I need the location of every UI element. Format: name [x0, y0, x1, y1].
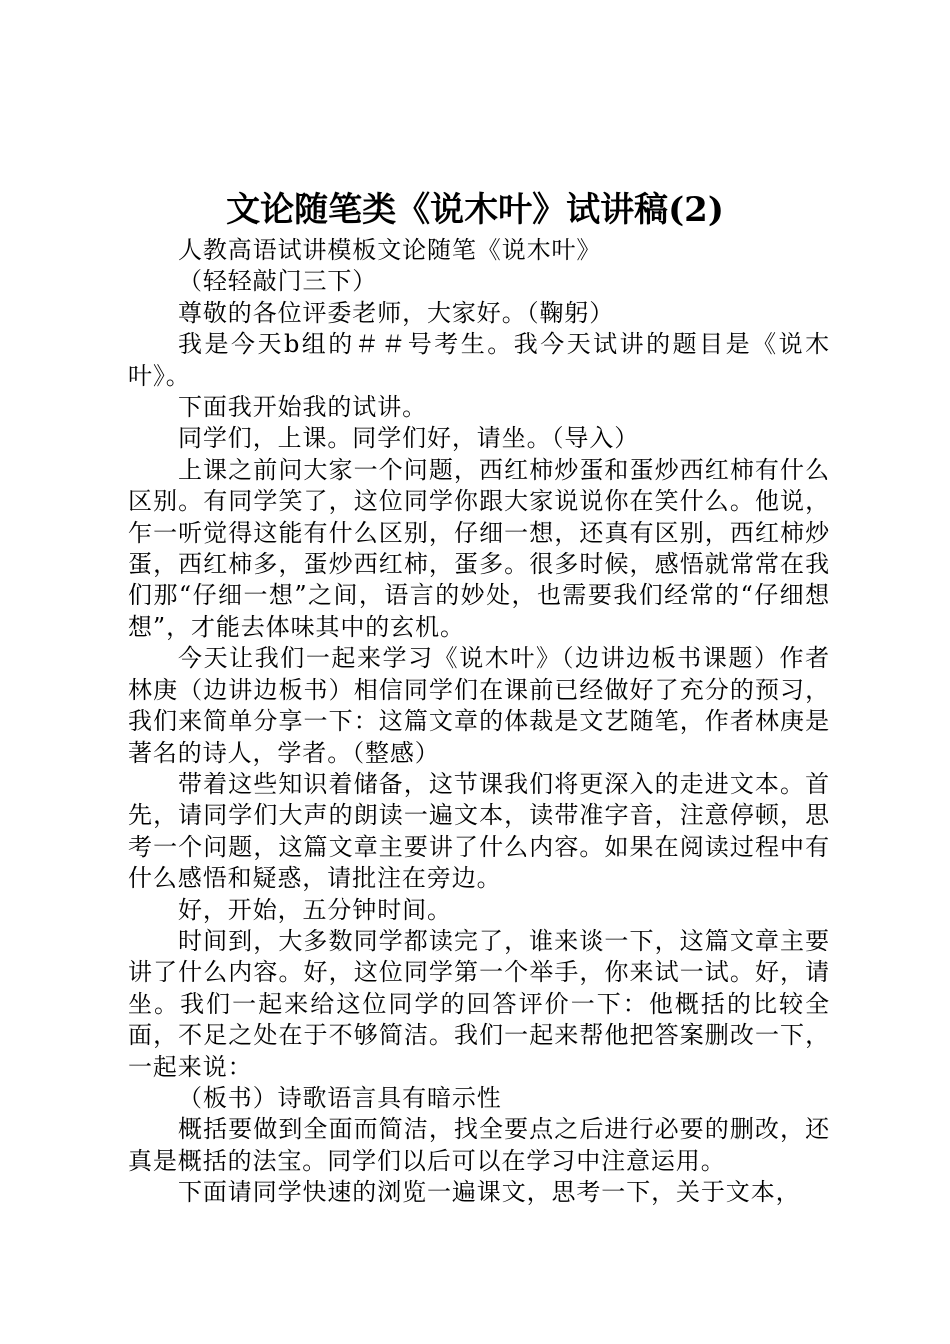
- paragraph: 尊敬的各位评委老师，大家好。（鞠躬）: [178, 298, 615, 327]
- paragraph: 上课之前问大家一个问题，西红柿炒蛋和蛋炒西红柿有什么区别。有同学笑了，这位同学你跟大家说说你在笑什么。他说，乍一听觉得这能有什么区别，仔细一想，还真有区别，西红柿炒蛋，西红柿多，蛋炒西红柿，蛋多。很多时候，感悟就常常在我们那“仔细一想”之间，语言的妙处，也需要我们经常的“仔细想想”，才能去体味其中的玄机。: [128, 455, 830, 641]
- paragraph: （轻轻敲门三下）: [178, 267, 378, 296]
- paragraph: 好，开始，五分钟时间。: [178, 895, 452, 924]
- paragraph: 今天让我们一起来学习《说木叶》（边讲边板书课题）作者林庚（边讲边板书）相信同学们在课前已经做好了充分的预习，我们来简单分享一下：这篇文章的体裁是文艺随笔，作者林庚是著名的诗人，学者。（整感）: [128, 644, 830, 767]
- document-title: 文论随笔类《说木叶》试讲稿(2): [226, 190, 724, 230]
- paragraph: 我是今天b组的＃＃号考生。我今天试讲的题目是《说木叶》。: [128, 330, 830, 390]
- paragraph: 下面我开始我的试讲。: [178, 393, 427, 422]
- paragraph: 人教高语试讲模板文论随笔《说木叶》: [178, 236, 602, 264]
- paragraph: 下面请同学快速的浏览一遍课文，思考一下，关于文本，: [178, 1178, 801, 1207]
- paragraph: 时间到，大多数同学都读完了，谁来谈一下，这篇文章主要讲了什么内容。好，这位同学第一个举手，你来试一试。好，请坐。我们一起来给这位同学的回答评价一下：他概括的比较全面，不足之处在于不够简洁。我们一起来帮他把答案删改一下，一起来说：: [128, 926, 830, 1081]
- paragraph: 概括要做到全面而简洁，找全要点之后进行必要的删改，还真是概括的法宝。同学们以后可以在学习中注意运用。: [128, 1115, 830, 1175]
- document-body: [128, 235, 830, 1209]
- paragraph: （板书）诗歌语言具有暗示性: [178, 1083, 502, 1112]
- paragraph: 同学们，上课。同学们好，请坐。（导入）: [178, 424, 640, 453]
- paragraph: 带着这些知识着储备，这节课我们将更深入的走进文本。首先，请同学们大声的朗读一遍文本，读带准字音，注意停顿，思考一个问题，这篇文章主要讲了什么内容。如果在阅读过程中有什么感悟和疑惑，请批注在旁边。: [128, 769, 830, 893]
